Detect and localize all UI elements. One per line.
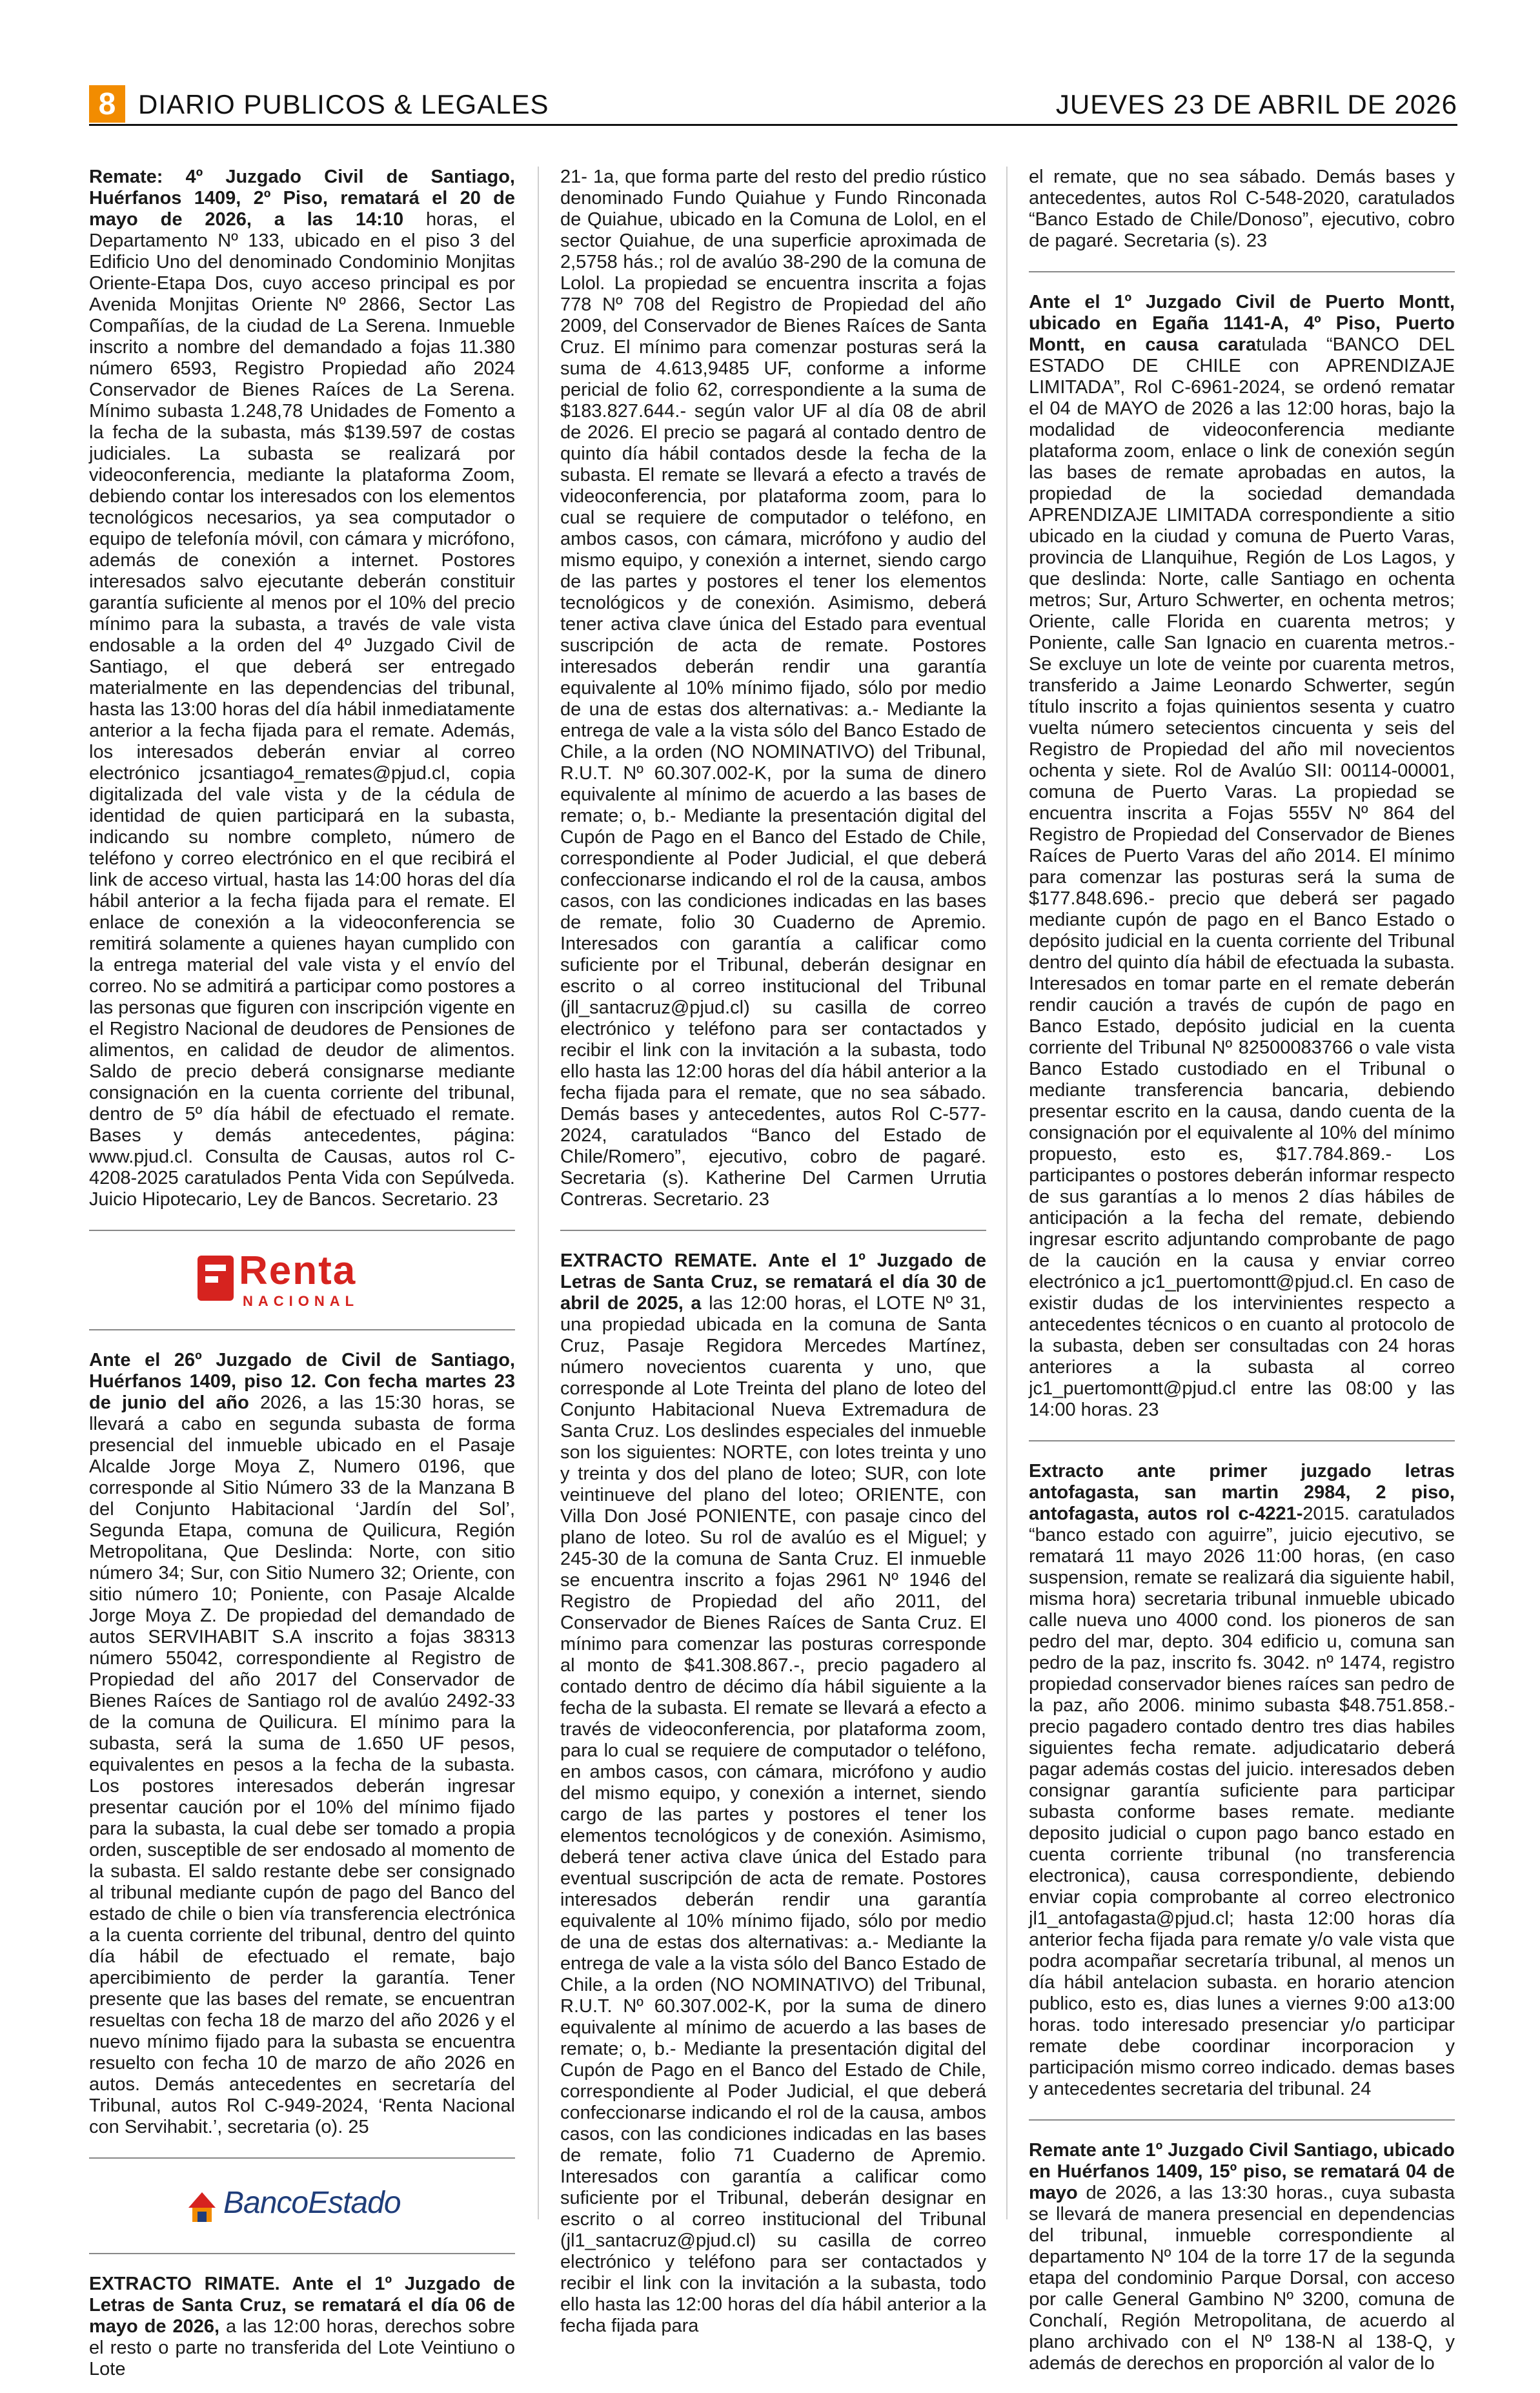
column-divider <box>538 167 539 2219</box>
notice-body: 2026, a las 15:30 horas, se llevará a cabo en segunda subasta de forma presencial del inmueble ubicado en el Pasaje Alcalde Jorge Moya Z, Numero 0196, que corresponde al Sitio Número 33 de la Manzana B del Conjunto Habitacional ‘Jardín del Sol’, Segunda Etapa, comuna de Quilicura, Región Metropolitana, Que Deslinda: Norte, con sitio número 34; Sur, con Sitio Numero 32; Oriente, con sitio número 10; Poniente, con Pasaje Alcalde Jorge Moya Z. De propiedad del demandado de autos SERVIHABIT S.A inscrito a fojas 38313 número 55042, correspondiente al Registro de Propiedad del año 2017 del Conservador de Bienes Raíces de Santiago rol de avalúo 2492-33 de la comuna de Quilicura. El mínimo para la subasta, será la suma de 1.650 UF pesos, equivalentes en pesos a la fecha de la subasta. Los postores interesados deberán ingresar presentar caución por el 10% del mínimo fijado para la subasta, la cual debe ser tomado a propia orden, susceptible de ser endosado al momento de la subasta. El saldo restante debe ser consignado al tribunal mediante cupón de pago del Banco del estado de chile o bien vía transferencia electrónica a la cuenta corriente del tribunal, dentro del quinto día hábil de efectuado el remate, bajo apercibimiento de perder la garantía. Tener presente que las bases del remate, se encuentran resueltas con fecha 18 de marzo del año 2026 y el nuevo mínimo fijado para la subasta se encuentra resuelto con fecha 10 de marzo de año 2026 en autos. Demás antecedentes en secretaría del Tribunal, autos Rol C-949-2024, ‘Renta Nacional con Servihabit.’, secretaria (o). 25 <box>89 1392 515 2137</box>
notice-extracto-remate <box>560 1250 986 2337</box>
notice-body: horas, el Departamento Nº 133, ubicado en el piso 3 del Edificio Uno del denominado Condominio Monjitas Oriente-Etapa Dos, cuyo acceso principal es por Avenida Monjitas Oriente Nº 2866, Sector Las Compañías, de la ciudad de La Serena. Inmueble inscrito a nombre del demandado a fojas 11.380 número 6593, Registro Propiedad año 2024 Conservador de Bienes Raíces de La Serena. Mínimo subasta 1.248,78 Unidades de Fomento a la fecha de la subasta, más $139.597 de costas judiciales. La subasta se realizará por videoconferencia, mediante la plataforma Zoom, debiendo contar los interesados con los elementos tecnológicos necesarios, ya sea computador o equipo de telefonía móvil, con cámara y micrófono, además de conexión a internet. Postores interesados salvo ejecutante deberán constituir garantía suficiente al menos por el 10% del precio mínimo para la subasta, a través de vale vista endosable a la orden del 4º Juzgado Civil de Santiago, el que deberá ser entregado materialmente en las dependencias del tribunal, hasta las 13:00 horas del día hábil inmediatamente anterior a la fecha fijada para el remate. Además, los interesados deberán enviar al correo electrónico jcsantiago4_remates@pjud.cl, copia digitalizada del vale vista y de la cédula de identidad de quien participará en la subasta, indicando su nombre completo, número de teléfono y correo electrónico en el que recibirá el link de acceso virtual, hasta las 14:00 horas del día hábil anterior a la fecha fijada para el remate. El enlace de conexión a la videoconferencia se remitirá solamente a quienes hayan cumplido con la entrega material del vale vista y el envío del correo. No se admitirá a participar como postores a las personas que figuren con inscripción vigente en el Registro Nacional de deudores de Pensiones de alimentos, en calidad de deudor de alimentos. Saldo de precio deberá consignarse mediante consignación en la cuenta corriente del tribunal, dentro de 5º día hábil de efectuado el remate. Bases y demás antecedentes, página: www.pjud.cl. Consulta de Causas, autos rol C-4208-2025 caratulados Penta Vida con Sepúlveda. Juicio Hipotecario, Ley de Bancos. Secretario. 23 <box>89 209 515 1210</box>
notice-continuation <box>1029 167 1455 252</box>
notice-body: tulada “BANCO DEL ESTADO DE CHILE con APRENDIZAJE LIMITADA”, Rol C-6961-2024, se ordenó rematar el 04 de MAYO de 2026 a las 12:00 horas, bajo la modalidad de videoconferencia mediante plataforma zoom, enlace o link de conexión según las bases de remate aprobadas en autos, la propiedad de la sociedad demandada APRENDIZAJE LIMITADA correspondiente a sitio ubicado en la ciudad y comuna de Puerto Varas, provincia de Llanquihue, Región de Los Lagos, y que deslinda: Norte, calle Santiago en ochenta metros; Sur, Arturo Schwerter, en ochenta metros; Oriente, calle Florida en cuarenta metros; y Poniente, calle San Ignacio en cuarenta metros.- Se excluye un lote de veinte por cuarenta metros, transferido a Jaime Leonardo Schwerter, según título inscrito a fojas quinientos sesenta y cuatro vuelta número setecientos cincuenta y seis del Registro de Propiedad del año mil novecientos ochenta y siete. Rol de Avalúo SII: 00114-00001, comuna de Puerto Varas. La propiedad se encuentra inscrita a Fojas 555V Nº 864 del Registro de Propiedad del Conservador de Bienes Raíces de Puerto Varas del año 2014. El mínimo para comenzar las posturas será la suma de $177.848.696.- precio que deberá ser pagado mediante cupón de pago en el Banco Estado o depósito judicial en la cuenta corriente del Tribunal dentro del quinto día hábil de efectuada la subasta. Interesados en tomar parte en el remate deberán rendir caución a través de cupón de pago en Banco Estado, depósito judicial en la cuenta corriente del Tribunal Nº 82500083766 o vale vista Banco Estado custodiado en el Tribunal o mediante transferencia bancaria, debiendo presentar escrito en la causa, dando cuenta de la consignación por el equivalente al 10% del mínimo propuesto, esto es, $17.784.869.- Los participantes o postores deberán informar respecto de sus garantías a lo menos 2 días hábiles de anticipación a la fecha del remate, debiendo ingresar escrito adjuntando comprobante de pago de la caución en la causa y enviar correo electrónico a jc1_puertomontt@pjud.cl. En caso de existir dudas de los intervinientes respecto a antecedentes técnicos o en cuanto al protocolo de la subasta, deben ser consultadas con 24 horas anteriores a la subasta al correo jc1_puertomontt@pjud.cl entre las 08:00 y las 14:00 horas. 23 <box>1029 334 1455 1420</box>
renta-logo-icon <box>198 1256 234 1301</box>
notice-extracto-rimate <box>89 2274 515 2380</box>
notice-separator <box>89 2157 515 2159</box>
notice-body: 21- 1a, que forma parte del resto del predio rústico denominado Fundo Quiahue y Fundo Rinconada de Quiahue, ubicado en la Comuna de Lolol, en el sector Quiahue, de una superficie aproximada de 2,5758 hás.; rol de avalúo 38-290 de la comuna de Lolol. La propiedad se encuentra inscrita a fojas 778 Nº 708 del Registro de Propiedad del año 2009, del Conservador de Bienes Raíces de Santa Cruz. El mínimo para comenzar posturas será la suma de 4.613,9485 UF, conforme a informe pericial de folio 62, correspondiente a la suma de $183.827.644.- según valor UF al día 08 de abril de 2026. El precio se pagará al contado dentro de quinto día hábil contados desde la fecha de la subasta. El remate se llevará a efecto a través de videoconferencia, por plataforma zoom, para lo cual se requiere de computador o teléfono, en ambos casos, con cámara, micrófono y audio del mismo equipo, y conexión a internet, siendo cargo de las partes y postores el tener los elementos tecnológicos y de conexión. Asimismo, deberá tener activa clave única del Estado para eventual suscripción de acta de remate. Postores interesados deberán rendir una garantía equivalente al 10% mínimo fijado, sólo por medio de una de estas dos alternativas: a.- Mediante la entrega de vale a la vista sólo del Banco Estado de Chile, a la orden (NO NOMINATIVO) del Tribunal, R.U.T. Nº 60.307.002-K, por la suma de dinero equivalente al mínimo de acuerdo a las bases de remate; o, b.- Mediante la presentación digital del Cupón de Pago en el Banco del Estado de Chile, correspondiente al Poder Judicial, el que deberá confeccionarse indicando el rol de la causa, ambos casos, con las condiciones indicadas en las bases de remate, folio 30 Cuaderno de Apremio. Interesados con garantía a calificar como suficiente por el Tribunal, deberán designar en escrito o al correo institucional del Tribunal (jll_santacruz@pjud.cl) su casilla de correo electrónico y teléfono para ser contactados y recibir el link con la invitación a la subasta, todo ello hasta las 12:00 horas del día hábil anterior a la fecha fijada para el remate, que no sea sábado. Demás bases y antecedentes, autos Rol C-577-2024, caratulados “Banco del Estado de Chile/Romero”, ejecutivo, cobro de pagaré. Secretaria (s). Katherine Del Carmen Urrutia Contreras. Secretario. 23 <box>560 167 986 1210</box>
banco-estado-icon <box>186 2188 218 2225</box>
renta-nacional-logo <box>89 1250 515 1310</box>
notice-separator <box>560 1230 986 1231</box>
notice-separator <box>89 1329 515 1330</box>
notice-puerto-montt <box>1029 292 1455 1421</box>
notice-body: el remate, que no sea sábado. Demás bases y antecedentes, autos Rol C-548-2020, caratulados “Banco Estado de Chile/Donoso”, ejecutivo, cobro de pagaré. Secretaria (s). 23 <box>1029 167 1455 251</box>
notice-heading: Remate: 4º Juzgado Civil de Santiago, Huérfanos 1409, 2º Piso, rematará el 20 de mayo de 2026, a las 14:10 <box>89 167 515 230</box>
header-divider <box>89 124 1457 126</box>
notice-heading: Remate ante 1º Juzgado Civil Santiago, ubicado en Huérfanos 1409, 15º piso, se rematará 04 de mayo <box>1029 2140 1455 2203</box>
column-2 <box>560 167 986 2350</box>
notice-26-juzgado <box>89 1350 515 2138</box>
notice-continuation <box>560 167 986 1210</box>
notice-heading: Extracto ante primer juzgado letras antofagasta, san martin 2984, 2 piso, antofagasta, autos rol c-4221- <box>1029 1461 1455 1524</box>
notice-separator <box>1029 271 1455 272</box>
notice-antofagasta <box>1029 1461 1455 2100</box>
notice-heading: Ante el 1º Juzgado Civil de Puerto Montt, ubicado en Egaña 1141-A, 4º Piso, Puerto Montt, en causa cara <box>1029 292 1455 355</box>
notice-1-juzgado-santiago <box>1029 2140 1455 2374</box>
notice-separator <box>1029 1440 1455 1441</box>
page-number: 8 <box>89 85 125 123</box>
notice-separator <box>1029 2119 1455 2121</box>
banco-estado-logo <box>89 2178 515 2236</box>
renta-logo-sub: NACIONAL <box>243 1293 360 1309</box>
notice-remate-4-juzgado <box>89 167 515 1210</box>
notice-separator <box>89 2253 515 2254</box>
notice-body: a las 12:00 horas, derechos sobre el resto o parte no transferida del Lote Veintiuno o Lote <box>89 2316 515 2379</box>
notice-separator <box>89 1230 515 1231</box>
renta-logo-word: Renta <box>239 1248 357 1293</box>
notice-heading: Ante el 26º Juzgado de Civil de Santiago, Huérfanos 1409, piso 12. Con fecha martes 23 de junio del año <box>89 1350 515 1413</box>
banco-estado-word: BancoEstado <box>223 2186 401 2220</box>
notice-body: de 2026, a las 13:30 horas., cuya subasta se llevará de manera presencial en dependencias del tribunal, inmueble correspondiente al departamento Nº 104 de la torre 17 de la segunda etapa del condominio Parque Dorsal, con acceso por calle General Gambino Nº 3200, comuna de Conchalí, Región Metropolitana, de acuerdo al plano archivado con el Nº 138-N al 138-Q, y además de derechos en proporción al valor de lo <box>1029 2183 1455 2374</box>
page-header <box>89 85 1457 123</box>
notice-body: 2015. caratulados “banco estado con aguirre”, juicio ejecutivo, se rematará 11 mayo 2026 11:00 horas, (en caso suspension, remate se realizará dia siguiente habil, misma hora) secretaria tribunal inmueble ubicado calle nueva uno 4000 cond. los pioneros de san pedro del mar, depto. 304 edificio u, comuna san pedro de la paz, inscrito fs. 3042. nº 1474, registro propiedad conservador bienes raíces san pedro de la paz, año 2006. minimo subasta $48.751.858.- precio pagadero contado dentro tres dias habiles siguientes fecha remate. adjudicatario deberá pagar además costas del juicio. interesados deben consignar garantía suficiente para participar subasta conforme bases remate. mediante deposito judicial o cupon pago banco estado en cuenta corriente tribunal (no transferencia electronica), causa correspondiente, debiendo enviar copia comprobante al correo electronico jl1_antofagasta@pjud.cl; hasta 12:00 horas día anterior fecha fijada para remate y/o vale vista que podra acompañar secretaría tribunal, al menos un día hábil antelacion subasta. en horario atencion publico, esto es, dias lunes a viernes 9:00 a13:00 horas. todo interesado presenciar y/o participar remate debe coordinar incorporacion y participación mismo correo indicado. demas bases y antecedentes secretaria del tribunal. 24 <box>1029 1503 1455 2099</box>
notice-body: las 12:00 horas, el LOTE Nº 31, una propiedad ubicada en la comuna de Santa Cruz, Pasaje Regidora Mercedes Martínez, número novecientos cuarenta y uno, que corresponde al Lote Treinta del plano de loteo del Conjunto Habitacional Nueva Extremadura de Santa Cruz. Los deslindes especiales del inmueble son los siguientes: NORTE, con lotes treinta y uno y treinta y dos del plano de loteo; SUR, con lote veintinueve del plano del loteo; ORIENTE, con Villa Don José PONIENTE, con pasaje cinco del plano de loteo. Su rol de avalúo es el Miguel; y 245-30 de la comuna de Santa Cruz. El inmueble se encuentra inscrito a fojas 2961 Nº 1946 del Registro de Propiedad del año 2011, del Conservador de Bienes Raíces de Santa Cruz. El mínimo para comenzar las posturas corresponde al monto de $41.308.867.-, precio pagadero al contado dentro de décimo día hábil siguiente a la fecha de la subasta. El remate se llevará a efecto a través de videoconferencia, por plataforma zoom, para lo cual se requiere de computador o teléfono, en ambos casos, con cámara, micrófono y audio del mismo equipo, y conexión a internet, siendo cargo de las partes y postores el tener los elementos tecnológicos y de conexión. Asimismo, deberá tener activa clave única del Estado para eventual suscripción de acta de remate. Postores interesados deberán rendir una garantía equivalente al 10% mínimo fijado, sólo por medio de una de estas dos alternativas: a.- Mediante la entrega de vale a la vista sólo del Banco Estado de Chile, a la orden (NO NOMINATIVO) del Tribunal, R.U.T. Nº 60.307.002-K, por la suma de dinero equivalente al mínimo de acuerdo a las bases de remate; o, b.- Mediante la presentación digital del Cupón de Pago en el Banco del Estado de Chile, correspondiente al Poder Judicial, el que deberá confeccionarse indicando el rol de la causa, ambos casos, con las condiciones indicadas en las bases de remate, folio 71 Cuaderno de Apremio. Interesados con garantía a calificar como suficiente por el Tribunal, deberán designar en escrito o al correo institucional del Tribunal (jl1_santacruz@pjud.cl) su casilla de correo electrónico y teléfono para ser contactados y recibir el link con la invitación a la subasta, todo ello hasta las 12:00 horas del día hábil anterior a la fecha fijada para <box>560 1293 986 2336</box>
column-3 <box>1029 167 1455 2387</box>
notice-heading: EXTRACTO REMATE. Ante el 1º Juzgado de Letras de Santa Cruz, se rematará el día 30 de abril de 2025, a <box>560 1250 986 1314</box>
publication-date: JUEVES 23 DE ABRIL DE 2026 <box>1055 89 1457 119</box>
notice-heading: EXTRACTO RIMATE. Ante el 1º Juzgado de Letras de Santa Cruz, se rematará el día 06 de mayo de 2026, <box>89 2274 515 2337</box>
column-1 <box>89 167 515 2393</box>
column-divider <box>1006 167 1008 2219</box>
publication-name: DIARIO PUBLICOS & LEGALES <box>138 89 549 119</box>
